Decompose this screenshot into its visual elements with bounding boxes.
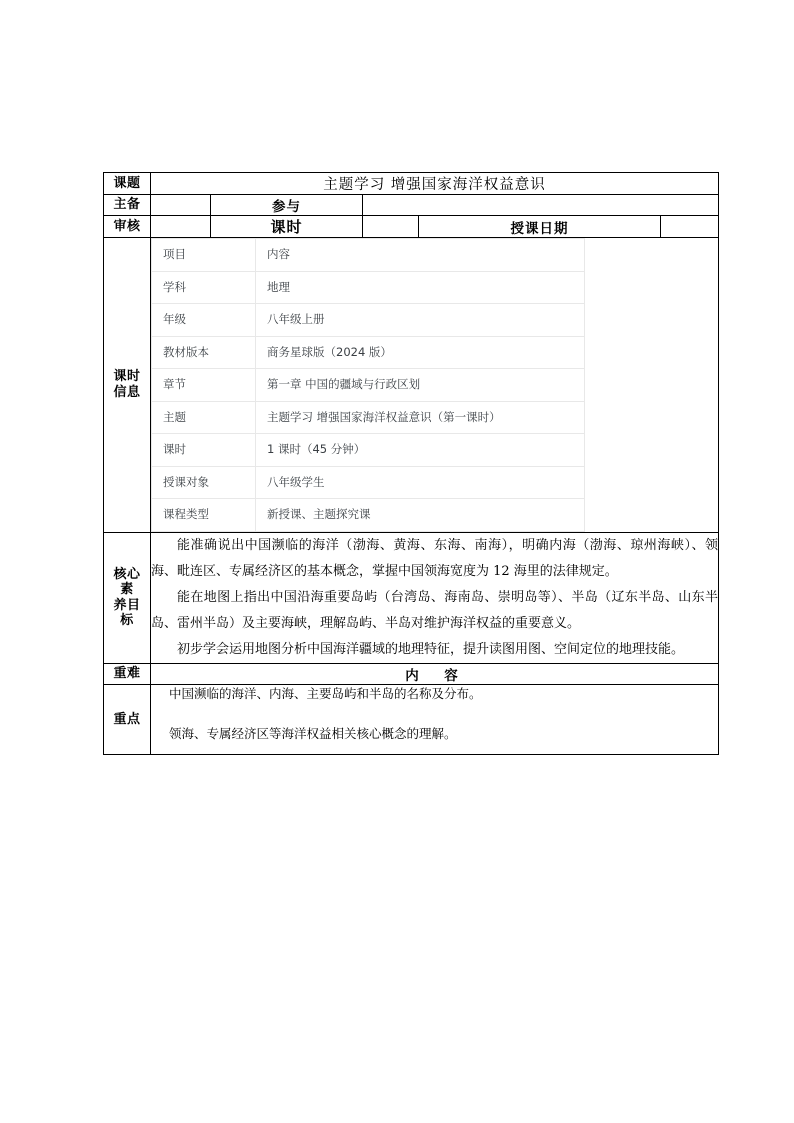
info-key: 授课对象 bbox=[152, 466, 256, 499]
label-prepared: 主备 bbox=[104, 195, 151, 216]
label-teach-date: 授课日期 bbox=[419, 216, 661, 238]
focus-content bbox=[151, 684, 719, 755]
content-column-header: 内 容 bbox=[151, 663, 719, 684]
label-core-objectives-line3: 养目 bbox=[113, 597, 141, 613]
label-core-objectives bbox=[104, 532, 151, 663]
objective-paragraph: 初步学会运用地图分析中国海洋疆域的地理特征，提升读图用图、空间定位的地理技能。 bbox=[177, 641, 685, 657]
label-core-objectives-line1: 核心 bbox=[113, 566, 141, 582]
focus-item: 中国濒临的海洋、内海、主要岛屿和半岛的名称及分布。 bbox=[169, 685, 482, 701]
table-row-topic bbox=[104, 173, 719, 195]
label-core-objectives-line2: 素 bbox=[120, 582, 134, 598]
table-row bbox=[152, 369, 585, 402]
core-objectives-content bbox=[151, 532, 719, 663]
info-key: 主题 bbox=[152, 401, 256, 434]
objective-paragraph: 能准确说出中国濒临的海洋（渤海、黄海、东海、南海），明确内海（渤海、琼州海峡）、领海、毗连区、专属经济区的基本概念，掌握中国领海宽度为 12 海里的法律规定。 bbox=[151, 537, 719, 579]
table-row-key-difficulty-header bbox=[104, 663, 719, 684]
table-row bbox=[152, 434, 585, 467]
info-key: 学科 bbox=[152, 271, 256, 304]
table-row bbox=[152, 304, 585, 337]
label-lesson-info-line2: 信息 bbox=[113, 384, 141, 400]
label-focus: 重点 bbox=[104, 684, 151, 755]
info-value: 主题学习 增强国家海洋权益意识（第一课时） bbox=[256, 401, 585, 434]
table-row bbox=[152, 499, 585, 532]
info-value: 第一章 中国的疆域与行政区划 bbox=[256, 369, 585, 402]
topic-title-value[interactable]: 主题学习 增强国家海洋权益意识 bbox=[151, 173, 719, 195]
info-key: 课程类型 bbox=[152, 499, 256, 532]
label-review: 审核 bbox=[104, 216, 151, 238]
prepared-value-field[interactable] bbox=[151, 195, 211, 216]
info-value: 新授课、主题探究课 bbox=[256, 499, 585, 532]
label-lesson-info bbox=[104, 238, 151, 533]
label-key-difficulty: 重难 bbox=[104, 663, 151, 684]
participate-value-field[interactable] bbox=[363, 195, 719, 216]
info-value: 地理 bbox=[256, 271, 585, 304]
table-row bbox=[152, 336, 585, 369]
label-participate: 参与 bbox=[211, 195, 363, 216]
info-key: 年级 bbox=[152, 304, 256, 337]
period-value-field[interactable] bbox=[363, 216, 419, 238]
lesson-info-table bbox=[151, 238, 585, 532]
table-row bbox=[152, 271, 585, 304]
table-row-prepared bbox=[104, 195, 719, 216]
table-row-lesson-info bbox=[104, 238, 719, 533]
info-key: 项目 bbox=[152, 239, 256, 272]
label-period: 课时 bbox=[211, 216, 363, 238]
info-key: 课时 bbox=[152, 434, 256, 467]
table-row-review bbox=[104, 216, 719, 238]
lesson-info-cell bbox=[151, 238, 719, 533]
teach-date-value-field[interactable] bbox=[661, 216, 719, 238]
info-value: 1 课时（45 分钟） bbox=[256, 434, 585, 467]
info-value: 八年级学生 bbox=[256, 466, 585, 499]
label-lesson-info-line1: 课时 bbox=[113, 369, 141, 385]
table-row-objectives bbox=[104, 532, 719, 663]
table-row bbox=[152, 239, 585, 272]
table-row bbox=[152, 401, 585, 434]
review-value-field[interactable] bbox=[151, 216, 211, 238]
info-value: 商务星球版（2024 版） bbox=[256, 336, 585, 369]
info-key: 章节 bbox=[152, 369, 256, 402]
table-row-focus bbox=[104, 684, 719, 755]
label-core-objectives-line4: 标 bbox=[120, 612, 134, 628]
info-value: 八年级上册 bbox=[256, 304, 585, 337]
objective-paragraph: 能在地图上指出中国沿海重要岛屿（台湾岛、海南岛、崇明岛等）、半岛（辽东半岛、山东半岛、雷州半岛）及主要海峡，理解岛屿、半岛对维护海洋权益的重要意义。 bbox=[151, 589, 719, 631]
table-row bbox=[152, 466, 585, 499]
lesson-plan-table bbox=[103, 172, 719, 755]
info-key: 教材版本 bbox=[152, 336, 256, 369]
focus-item: 领海、专属经济区等海洋权益相关核心概念的理解。 bbox=[169, 726, 457, 742]
info-value: 内容 bbox=[256, 239, 585, 272]
label-topic: 课题 bbox=[104, 173, 151, 195]
